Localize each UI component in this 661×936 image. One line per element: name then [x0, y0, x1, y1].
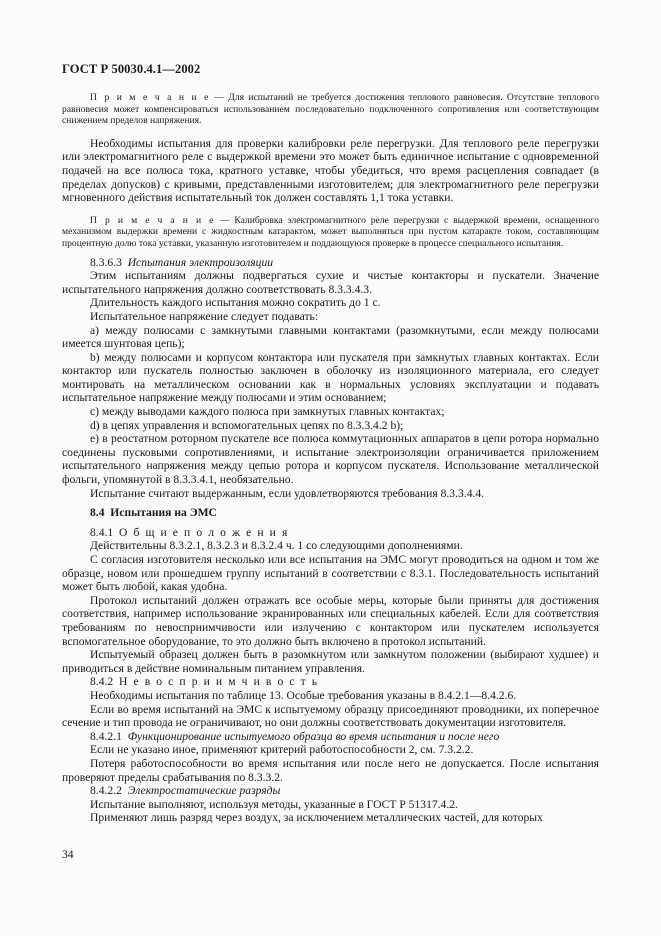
paragraph: Если не указано иное, применяют критерий работоспособности 2, см. 7.3.2.2. — [90, 743, 474, 757]
note-text: — Калибровка электромагнитного реле перегрузки с выдержкой времени, оснащенного механизмом выдержки времени с жидкостным катарактом, может выполняться при пустом катаракте током, составляющим процентную долю тока уставки, указанную изготовителем и поддающуюся проверке в процессе специального испытания. — [62, 214, 599, 249]
note-label: П р и м е ч а н и е — [90, 214, 216, 226]
section-title: Функционирование испытуемого образца во время испытания и после него — [127, 729, 500, 743]
section-title: Испытания электроизоляции — [127, 255, 274, 269]
paragraph-calibration: Необходимы испытания для проверки калибровки реле перегрузки. Для теплового реле перегрузки или электромагнитного реле с выдержкой времени это может быть единичное испытание с одновременной подачей на все полюса тока, кратного уставке, чтобы убедиться, что время расцепления совпадает (в пределах допусков) с кривыми, представленными изготовителем; для электромагнитного реле перегрузки мгновенного действия испытательный ток должен составлять 1,1 тока уставки. — [62, 136, 599, 205]
section-heading-8421 — [62, 730, 599, 744]
note-label: П р и м е ч а н и е — [90, 92, 211, 103]
section-heading-8363 — [62, 256, 599, 270]
paragraph: Испытуемый образец должен быть в разомкнутом или замкнутом положении (выбирают худшее) и приводиться в действие номинальным питанием управления. — [62, 648, 599, 675]
paragraph: Потеря работоспособности во время испытания или после него не допускается. После испытания проверяют пределы срабатывания по 8.3.3.2. — [62, 756, 599, 784]
paragraph: Применяют лишь разряд через воздух, за исключением металлических частей, для которых — [90, 811, 543, 825]
paragraph: Испытание выполняют, используя методы, указанные в ГОСТ Р 51317.4.2. — [90, 797, 458, 811]
section-number: 8.4.2.1 — [90, 729, 122, 743]
paragraph: Действительны 8.3.2.1, 8.3.2.3 и 8.3.2.4 ч. 1 со следующими дополнениями. — [90, 539, 463, 553]
section-heading-84 — [62, 506, 599, 520]
list-item: а) между полюсами с замкнутыми главными контактами (разомкнутыми, если между полюсами имеется шунтовая цепь); — [62, 323, 599, 351]
list-item: b) между полюсами и корпусом контактора или пускателя при замкнутых главных контактах. Если контактор или пускатель полностью заключен в оболочку из изоляционного материала, его следует монтировать на металлическом основании как в нормальных условиях эксплуатации и подавать испытательное напряжение между полюсами и этим основанием; — [62, 350, 599, 405]
document-header: ГОСТ Р 50030.4.1—2002 — [62, 62, 201, 76]
section-title: О б щ и е п о л о ж е н и я — [118, 525, 289, 539]
paragraph: Испытательное напряжение следует подавать: — [90, 309, 319, 323]
paragraph: Необходимы испытания по таблице 13. Особые требования указаны в 8.4.2.1—8.4.2.6. — [90, 688, 517, 702]
section-heading-842 — [62, 675, 599, 689]
note-calibration — [62, 215, 599, 250]
note-text: — Для испытаний не требуется достижения теплового равновесия. Отсутствие теплового равновесия может компенсироваться использованием последовательно подключенного сопротивления или соответствующим снижением пределов напряжения. — [62, 92, 599, 127]
section-number: 8.4.2 — [90, 675, 114, 689]
paragraph: С согласия изготовителя несколько или все испытания на ЭМС могут проводиться на одном и том же образце, новом или прошедшем группу испытаний в соответствии с 8.3.1. Последовательность испытаний может быть любой, какая удобна. — [62, 553, 599, 594]
list-item: d) в цепях управления и вспомогательных цепях по 8.3.3.4.2 b); — [90, 418, 404, 432]
paragraph: Протокол испытаний должен отражать все особые меры, которые были приняты для достижения соответствия, например использование экранированных или специальных кабелей. Если для соответствия требованиям по невосприимчивости или излучению с контактором или пускателем используется вспомогательное оборудование, то это должно быть включено в протокол испытаний. — [62, 593, 599, 648]
section-number: 8.4 — [90, 506, 105, 520]
section-heading-841 — [62, 526, 599, 540]
section-title: Н е в о с п р и и м ч и в о с т ь — [118, 675, 319, 689]
note-thermal-equilibrium — [62, 92, 599, 127]
section-heading-8422 — [62, 784, 599, 798]
page-number: 34 — [62, 848, 74, 861]
paragraph: Испытание считают выдержанным, если удовлетворяются требования 8.3.3.4.4. — [90, 486, 485, 500]
section-title: Электростатические разряды — [127, 784, 281, 798]
list-item: е) в реостатном роторном пускателе все полюса коммутационных аппаратов в цепи ротора нормально соединены пусковыми сопротивлениями, и испытание электроизоляции ограничивается приложением испытательного напряжения между цепью ротора и корпусом пускателя. Использование металлической фольги, упомянутой в 8.3.3.4.1, необязательно. — [62, 432, 599, 487]
paragraph: Если во время испытаний на ЭМС к испытуемому образцу присоединяют проводники, их поперечное сечение и тип провода не ограничивают, но они должны соответствовать документации изготовителя. — [62, 702, 599, 730]
section-number: 8.3.6.3 — [90, 255, 122, 269]
section-number: 8.4.1 — [90, 525, 114, 539]
document-body — [62, 92, 599, 825]
paragraph: Этим испытаниям должны подвергаться сухие и чистые контакторы и пускатели. Значение испытательного напряжения должно соответствовать 8.3.3.4.3. — [62, 269, 599, 296]
paragraph: Длительность каждого испытания можно сократить до 1 с. — [90, 296, 381, 310]
list-item: с) между выводами каждого полюса при замкнутых главных контактах; — [90, 405, 445, 419]
section-title: Испытания на ЭМС — [110, 506, 217, 520]
section-number: 8.4.2.2 — [90, 784, 122, 798]
